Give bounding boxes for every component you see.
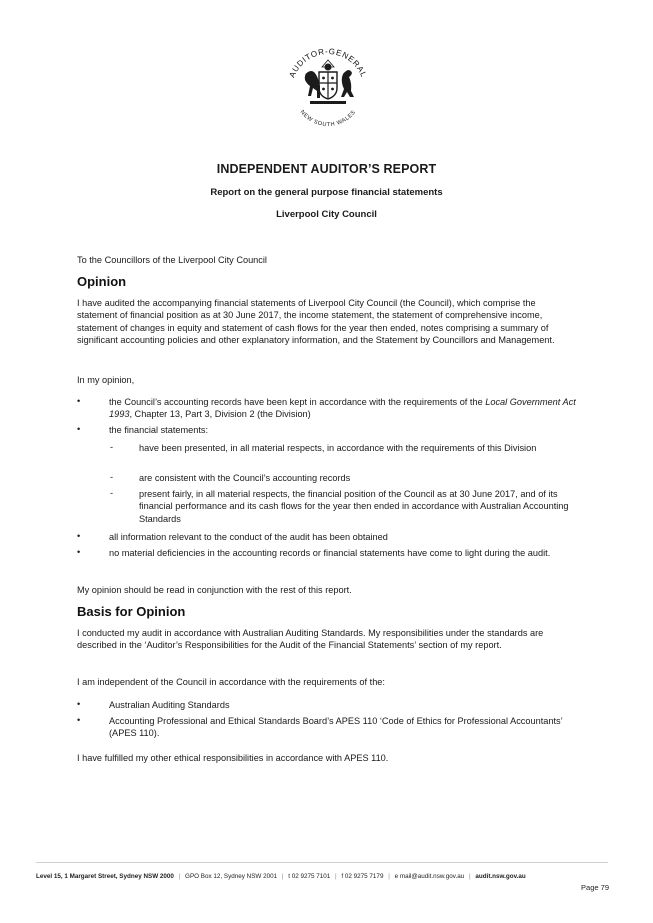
footer-divider (36, 862, 608, 863)
footer-contact (36, 873, 608, 880)
opinion-bullet-1: the Council’s accounting records have been kept in accordance with the requirements of the Local Government Act 1993, Chapter 13, Part 3, Division 2 (the Division) (109, 397, 576, 420)
svg-text:AUDITOR-GENERAL: AUDITOR-GENERAL (287, 46, 369, 79)
opinion-paragraph-2: In my opinion, (77, 375, 135, 385)
opinion-bullet-3: all information relevant to the conduct of the audit has been obtained (109, 532, 388, 542)
opinion-heading: Opinion (77, 274, 127, 289)
bullet-marker: • (77, 699, 81, 709)
opinion-bullet-2: the financial statements: (109, 425, 209, 435)
opinion-paragraph-3: My opinion should be read in conjunction with the rest of this report. (77, 585, 352, 595)
footer-address: Level 15, 1 Margaret Street, Sydney NSW 2000 (36, 873, 174, 880)
basis-bullet-1: Australian Auditing Standards (109, 700, 230, 710)
dash-marker: - (110, 488, 114, 498)
bullet-marker: • (77, 424, 81, 434)
footer-phone: t 02 9275 7101 (288, 873, 331, 880)
footer-email: e mail@audit.nsw.gov.au (394, 873, 465, 880)
footer-fax: f 02 9275 7179 (341, 873, 384, 880)
auditor-general-seal (278, 38, 378, 138)
footer-separator: | (281, 873, 284, 880)
address-line: To the Councillors of the Liverpool City Council (77, 255, 267, 265)
opinion-paragraph-1: I have audited the accompanying financial statements of Liverpool City Council (the Council), which comprise the statement of financial position as at 30 June 2017, the income statement, the statement of comprehensive income, statement of changes in equity and statement of cash flows for the year then ended, notes comprising a summary of significant accounting policies and other explanatory information, and the Statement by Councillors and Management. (77, 298, 555, 346)
bullet-marker: • (77, 547, 81, 557)
basis-paragraph-3: I have fulfilled my other ethical responsibilities in accordance with APES 110. (77, 753, 389, 763)
footer-separator: | (178, 873, 181, 880)
opinion-dash-3: present fairly, in all material respects, the financial position of the Council as at 30 June 2017, and of its financial performance and its cash flows for the year then ended in accordance with Australian Accounting Standards (139, 489, 569, 524)
bullet-marker: • (77, 531, 81, 541)
footer-website: audit.nsw.gov.au (475, 873, 526, 880)
report-title: INDEPENDENT AUDITOR’S REPORT (216, 162, 437, 176)
footer-separator: | (388, 873, 390, 880)
dash-marker: - (110, 472, 114, 482)
footer-separator: | (468, 873, 471, 880)
basis-paragraph-1: I conducted my audit in accordance with Australian Auditing Standards. My responsibilities under the standards are described in the ‘Auditor’s Responsibilities for the Audit of the Financial Statements’ section of my report. (77, 628, 544, 651)
opinion-dash-2: are consistent with the Council’s accounting records (139, 473, 351, 483)
bullet-marker: • (77, 396, 81, 406)
entity-name: Liverpool City Council (276, 209, 377, 220)
basis-heading: Basis for Opinion (77, 604, 186, 619)
page-number: Page 79 (581, 883, 609, 892)
footer-po-box: GPO Box 12, Sydney NSW 2001 (185, 873, 278, 880)
report-subtitle: Report on the general purpose financial statements (210, 187, 443, 198)
footer-separator: | (335, 873, 337, 880)
opinion-bullet-4: no material deficiencies in the accounting records or financial statements have come to light during the audit. (109, 548, 551, 558)
bullet-marker: • (77, 715, 81, 725)
basis-bullet-2: Accounting Professional and Ethical Standards Board’s APES 110 ‘Code of Ethics for Professional Accountants’ (APES 110). (109, 716, 563, 739)
opinion-dash-1: have been presented, in all material respects, in accordance with the requirements of this Division (139, 443, 537, 453)
svg-text:NEW SOUTH WALES: NEW SOUTH WALES (298, 109, 358, 129)
basis-paragraph-2: I am independent of the Council in accordance with the requirements of the: (77, 677, 385, 687)
dash-marker: - (110, 442, 114, 452)
